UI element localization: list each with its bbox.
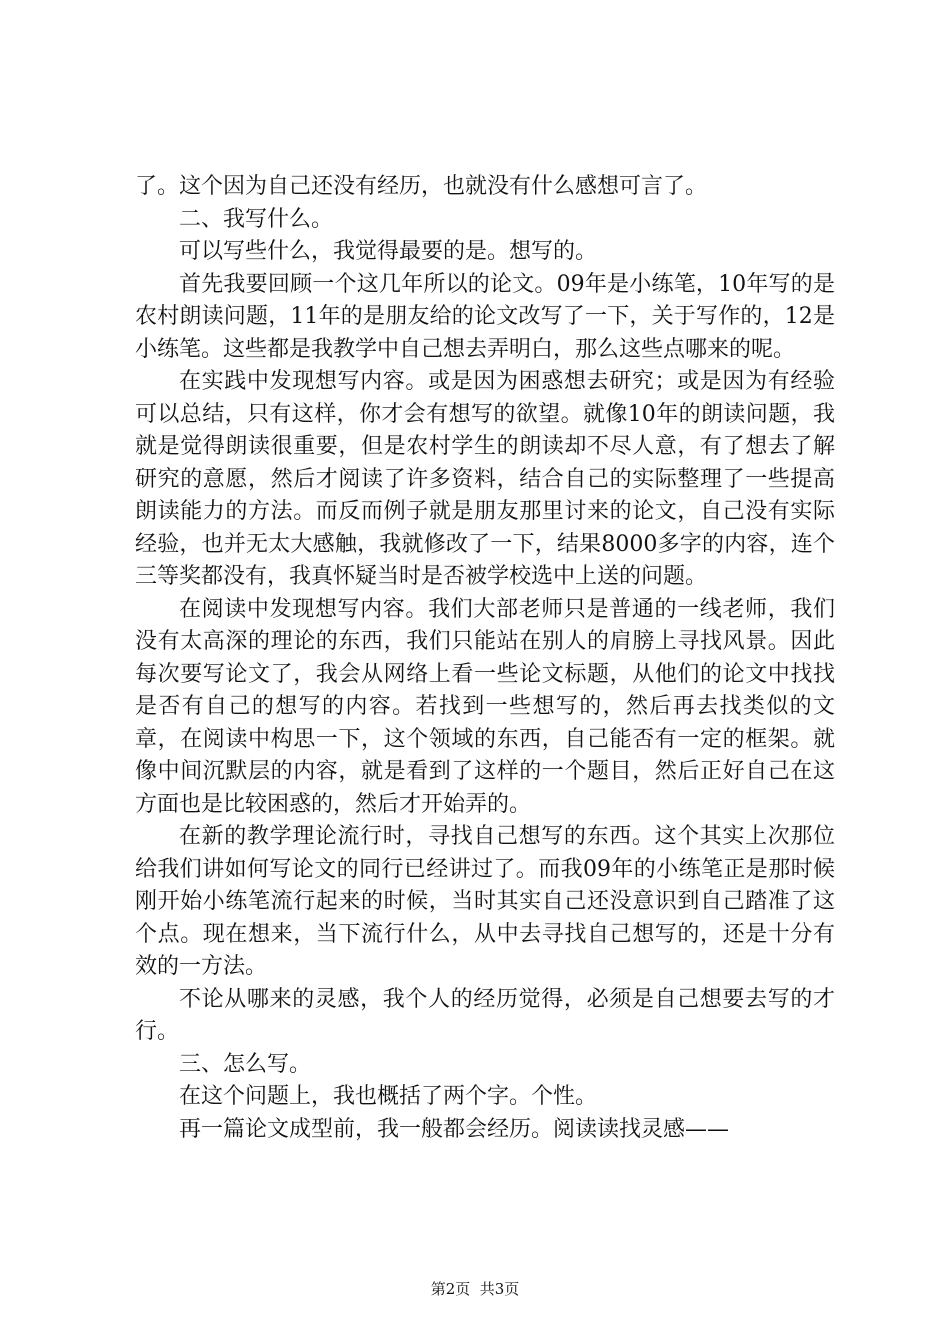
paragraph: 在这个问题上，我也概括了两个字。个性。: [179, 1084, 598, 1109]
paragraph: 再一篇论文成型前，我一般都会经历。阅读读找灵感——: [179, 1116, 730, 1142]
paragraph: 不论从哪来的灵感，我个人的经历觉得，必须是自己想要去写的才行。: [135, 986, 835, 1044]
paragraph: 在新的教学理论流行时，寻找自己想写的东西。这个其实上次那位给我们讲如何写论文的同行已经讲过了。而我09年的小练笔正是那时候刚开始小练笔流行起来的时候，当时其实自己还没意识到自己踏准了这个点。现在想来，当下流行什么，从中去寻找自己想写的，还是十分有效的一方法。: [135, 824, 835, 979]
paragraph: 可以写些什么，我觉得最要的是。想写的。: [179, 239, 598, 264]
paragraph: 在阅读中发现想写内容。我们大部老师只是普通的一线老师，我们没有太高深的理论的东西，我们只能站在别人的肩膀上寻找风景。因此每次要写论文了，我会从网络上看一些论文标题，从他们的论文中找找是否有自己的想写的内容。若找到一些想写的，然后再去找类似的文章，在阅读中构思一下，这个领域的东西，自己能否有一定的框架。就像中间沉默层的内容，就是看到了这样的一个题目，然后正好自己在这方面也是比较困惑的，然后才开始弄的。: [135, 596, 835, 817]
document-body: [135, 171, 835, 1146]
section-heading-what-to-write: 二、我写什么。: [179, 206, 334, 232]
page-footer: [0, 1278, 950, 1299]
paragraph-continuation: 了。这个因为自己还没有经历，也就没有什么感想可言了。: [135, 174, 708, 199]
page-number-label: 第2页 共3页: [430, 1280, 520, 1298]
paragraph: 首先我要回顾一个这几年所以的论文。09年是小练笔，10年写的是农村朗读问题，11年的是朋友给的论文改写了一下，关于写作的，12是小练笔。这些都是我教学中自己想去弄明白，那么这些点哪来的呢。: [135, 271, 835, 362]
section-heading-how-to-write: 三、怎么写。: [179, 1051, 312, 1077]
paragraph: 在实践中发现想写内容。或是因为困惑想去研究；或是因为有经验可以总结，只有这样，你才会有想写的欲望。就像10年的朗读问题，我就是觉得朗读很重要，但是农村学生的朗读却不尽人意，有了想去了解研究的意愿，然后才阅读了许多资料，结合自己的实际整理了一些提高朗读能力的方法。而反而例子就是朋友那里讨来的论文，自己没有实际经验，也并无太大感触，我就修改了一下，结果8000多字的内容，连个三等奖都没有，我真怀疑当时是否被学校选中上送的问题。: [135, 369, 835, 589]
